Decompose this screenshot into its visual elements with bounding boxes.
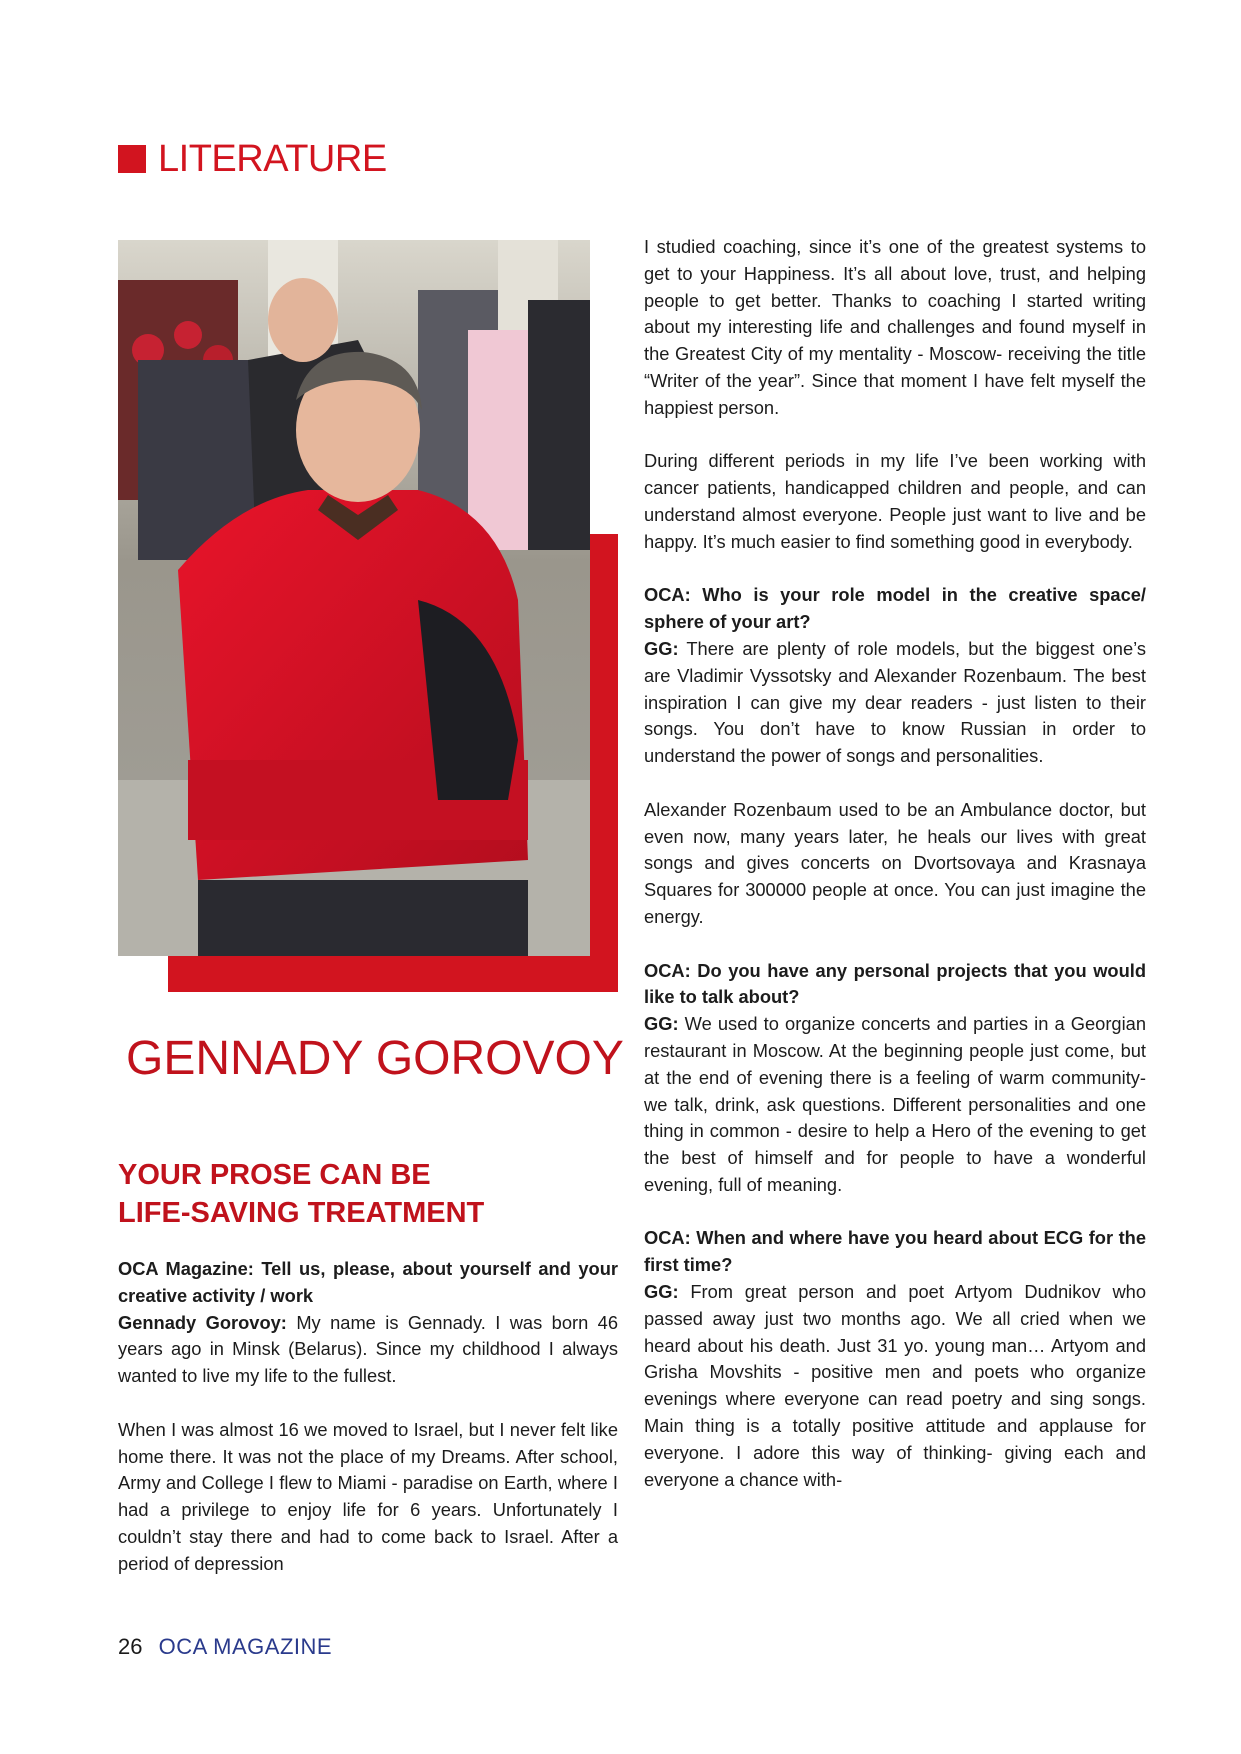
section-header: [118, 140, 387, 178]
question: OCA: When and where have you heard about ECG for the first time?: [644, 1227, 1146, 1276]
portrait-photo-icon: [118, 240, 590, 956]
speaker-label: GG:: [644, 1281, 679, 1303]
article-subtitle-line: LIFE-SAVING TREATMENT: [118, 1197, 485, 1229]
paragraph: [644, 958, 1146, 1199]
speaker-label: Gennady Gorovoy:: [118, 1311, 287, 1333]
question: OCA: Do you have any personal projects that you would like to talk about?: [644, 959, 1146, 1008]
speaker-label: GG:: [644, 1013, 679, 1035]
paragraph: [118, 1256, 618, 1390]
portrait-photo: [118, 240, 590, 956]
answer-text: From great person and poet Artyom Dudnikov who passed away just two months ago. We all cried when we heard about his death. Just 31 yo. young man… Artyom and Grisha Movshits - positive men and poets who organize evenings where everyone can read poetry and sing songs. Main thing is a totally positive attitude and applause for everyone. I adore this way of thinking- giving each and everyone a chance with-: [644, 1281, 1146, 1490]
photo-block: [118, 240, 618, 992]
speaker-label: GG:: [644, 637, 679, 659]
paragraph: I studied coaching, since it’s one of the greatest systems to get to your Happiness. It’s all about love, trust, and helping people to get better. Thanks to coaching I started writing about my interesting life and challenges and found myself in the Greatest City of my mentality - Moscow- receiving the title “Writer of the year”. Since that moment I have felt myself the happiest person.: [644, 236, 1146, 418]
paragraph: [644, 1225, 1146, 1493]
paragraph: [644, 582, 1146, 770]
right-column: [644, 234, 1146, 1493]
author-name: GENNADY GOROVOY: [126, 1032, 624, 1085]
section-title: LITERATURE: [158, 138, 387, 180]
paragraph: During different periods in my life I’ve been working with cancer patients, handicapped children and people, and can understand almost everyone. People just want to live and be happy. It’s much easier to find something good in everybody.: [644, 450, 1146, 552]
question: OCA Magazine: Tell us, please, about yourself and your creative activity / work: [118, 1258, 618, 1306]
article-subtitle: [118, 1156, 588, 1232]
magazine-name: OCA MAGAZINE: [158, 1634, 333, 1659]
page-number: 26: [118, 1634, 143, 1659]
answer-text: My name is Gennady. I was born 46 years ago in Minsk (Belarus). Since my childhood I always wanted to live my life to the fullest.: [118, 1311, 618, 1387]
paragraph: When I was almost 16 we moved to Israel, but I never felt like home there. It was not the place of my Dreams. After school, Army and College I flew to Miami - paradise on Earth, where I had a privilege to enjoy life for 6 years. Unfortunately I couldn’t stay there and had to come back to Israel. After a period of depression: [118, 1418, 618, 1574]
answer-text: We used to organize concerts and parties in a Georgian restaurant in Moscow. At the beginning people just come, but at the end of evening there is a feeling of warm community- we talk, drink, ask questions. Different personalities and one thing in common - desire to help a Hero of the evening to get the best of himself and for people to have a wonderful evening, full of meaning.: [644, 1013, 1146, 1195]
paragraph: Alexander Rozenbaum used to be an Ambulance doctor, but even now, many years later, he heals our lives with great songs and gives concerts on Dvortsovaya and Krasnaya Squares for 300000 people at once. You can just imagine the energy.: [644, 798, 1146, 927]
answer-text: There are plenty of role models, but the biggest one’s are Vladimir Vyssotsky and Alexander Rozenbaum. The best inspiration I can give my dear readers - just listen to their songs. You don’t have to know Russian in order to understand the power of songs and personalities.: [644, 637, 1146, 767]
left-column: [118, 1256, 618, 1578]
section-marker-square: [118, 145, 146, 173]
page-footer: [118, 1636, 332, 1658]
question: OCA: Who is your role model in the creative space/ sphere of your art?: [644, 584, 1146, 633]
article-subtitle-line: YOUR PROSE CAN BE: [118, 1159, 431, 1191]
